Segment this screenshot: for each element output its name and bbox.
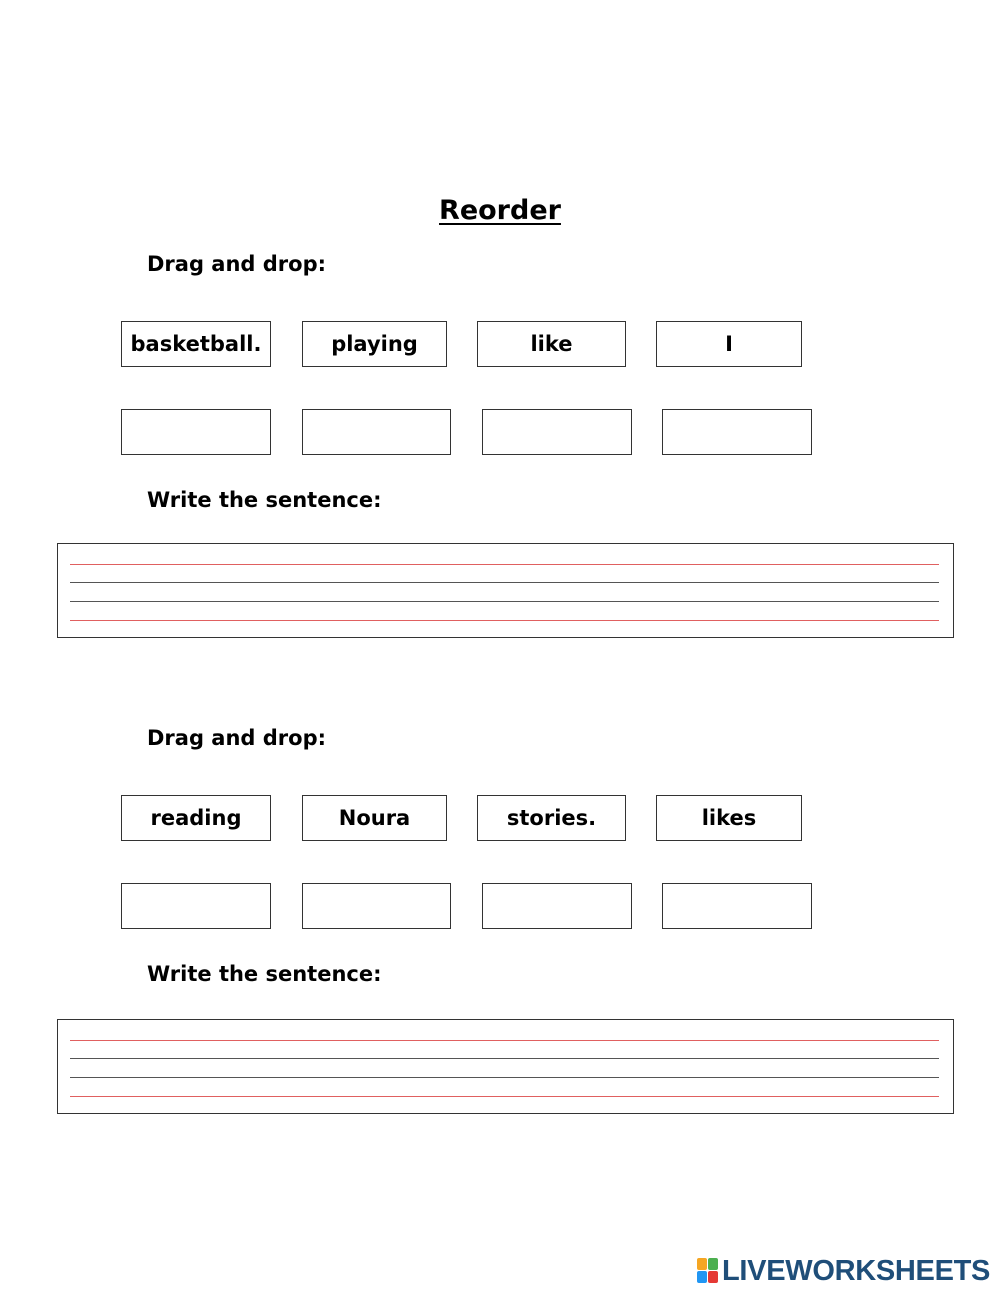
drop-slot-2[interactable] [302,883,451,929]
guide-line [70,564,939,565]
sentence-writing-area-1[interactable] [57,543,954,638]
drop-slot-4[interactable] [662,883,812,929]
word-tile[interactable]: stories. [477,795,626,841]
drag-drop-label-1: Drag and drop: [147,252,327,276]
brand-name: LIVEWORKSHEETS [722,1254,991,1287]
liveworksheets-logo [697,1254,990,1288]
drop-slot-2[interactable] [302,409,451,455]
word-tile[interactable]: playing [302,321,447,367]
word-tile[interactable]: reading [121,795,271,841]
guide-line [70,1040,939,1041]
guide-line [70,620,939,621]
word-tile[interactable]: likes [656,795,802,841]
guide-line [70,582,939,583]
sentence-writing-area-2[interactable] [57,1019,954,1114]
page-title: Reorder [439,195,561,226]
word-tile[interactable]: Noura [302,795,447,841]
guide-line [70,1096,939,1097]
word-tile[interactable]: like [477,321,626,367]
write-sentence-label-1: Write the sentence: [147,488,382,512]
drop-slot-1[interactable] [121,883,271,929]
drop-slot-4[interactable] [662,409,812,455]
liveworksheets-logo-icon [697,1258,719,1284]
drag-drop-label-2: Drag and drop: [147,726,327,750]
guide-line [70,601,939,602]
guide-line [70,1058,939,1059]
drop-slot-3[interactable] [482,409,632,455]
write-sentence-label-2: Write the sentence: [147,962,382,986]
guide-line [70,1077,939,1078]
word-tile[interactable]: I [656,321,802,367]
word-tile[interactable]: basketball. [121,321,271,367]
drop-slot-3[interactable] [482,883,632,929]
drop-slot-1[interactable] [121,409,271,455]
